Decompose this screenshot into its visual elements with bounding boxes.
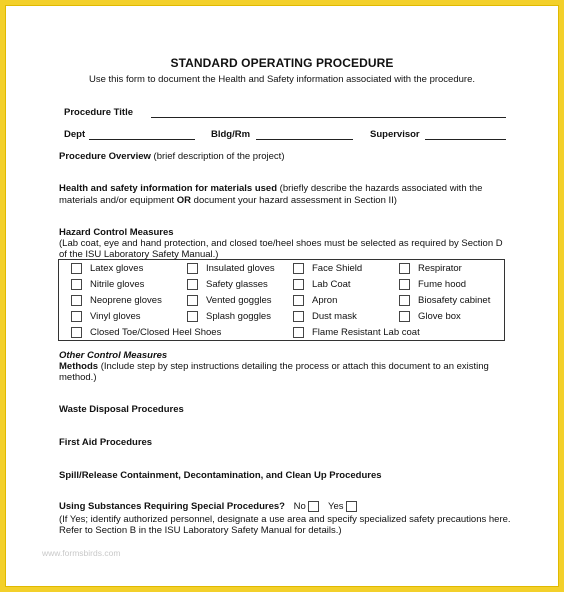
ppe-label: Lab Coat bbox=[312, 279, 351, 290]
ppe-item[interactable] bbox=[187, 263, 275, 274]
checkbox[interactable] bbox=[71, 279, 82, 290]
ppe-item[interactable] bbox=[293, 295, 337, 306]
health-line2a: materials and/or equipment bbox=[59, 195, 175, 206]
waste-disposal-label: Waste Disposal Procedures bbox=[59, 404, 184, 415]
ppe-label: Glove box bbox=[418, 311, 461, 322]
hazard-label: Hazard Control Measures bbox=[59, 227, 174, 238]
overview-note: (brief description of the project) bbox=[153, 151, 285, 162]
ppe-item[interactable] bbox=[399, 263, 462, 274]
ppe-item[interactable] bbox=[71, 327, 221, 338]
hazard-note-line2: of the ISU Laboratory Safety Manual.) bbox=[59, 249, 219, 260]
checkbox[interactable] bbox=[293, 327, 304, 338]
other-controls-label: Other Control Measures bbox=[59, 350, 168, 361]
ppe-label: Splash goggles bbox=[206, 311, 271, 322]
ppe-label: Face Shield bbox=[312, 263, 363, 274]
methods bbox=[59, 361, 489, 372]
ppe-label: Apron bbox=[312, 295, 338, 306]
checkbox[interactable] bbox=[293, 263, 304, 274]
special-label: Using Substances Requiring Special Procedures? bbox=[59, 501, 285, 513]
ppe-label: Vinyl gloves bbox=[90, 311, 141, 322]
supervisor-field[interactable] bbox=[425, 139, 506, 140]
health-note: (briefly describe the hazards associated with the bbox=[279, 183, 483, 194]
ppe-item[interactable] bbox=[71, 295, 162, 306]
checkbox[interactable] bbox=[187, 311, 198, 322]
ppe-item[interactable] bbox=[187, 311, 271, 322]
special-note-line2: Refer to Section B in the ISU Laboratory Safety Manual for details.) bbox=[59, 525, 342, 536]
dept-label: Dept bbox=[64, 129, 86, 140]
ppe-item[interactable] bbox=[71, 263, 143, 274]
checkbox[interactable] bbox=[71, 295, 82, 306]
spill-label: Spill/Release Containment, Decontamination, and Clean Up Procedures bbox=[59, 470, 382, 481]
procedure-title-field[interactable] bbox=[151, 117, 506, 118]
yes-label: Yes bbox=[328, 501, 344, 513]
checkbox[interactable] bbox=[187, 263, 198, 274]
health-or: OR bbox=[176, 195, 192, 206]
hazard-note-line1: (Lab coat, eye and hand protection, and closed toe/heel shoes must be selected as required by Section D bbox=[59, 238, 503, 249]
health-info-line2 bbox=[59, 195, 397, 206]
ppe-label: Biosafety cabinet bbox=[418, 295, 491, 306]
document-page bbox=[6, 6, 558, 586]
ppe-item[interactable] bbox=[187, 279, 268, 290]
ppe-item[interactable] bbox=[293, 263, 362, 274]
checkbox[interactable] bbox=[187, 279, 198, 290]
ppe-label: Vented goggles bbox=[206, 295, 272, 306]
ppe-label: Respirator bbox=[418, 263, 462, 274]
ppe-item[interactable] bbox=[293, 279, 351, 290]
ppe-item[interactable] bbox=[399, 311, 461, 322]
ppe-item[interactable] bbox=[399, 279, 466, 290]
ppe-label: Nitrile gloves bbox=[90, 279, 145, 290]
ppe-item[interactable] bbox=[399, 295, 490, 306]
ppe-item[interactable] bbox=[71, 311, 141, 322]
overview-label: Procedure Overview bbox=[59, 151, 151, 162]
bldg-field[interactable] bbox=[256, 139, 353, 140]
ppe-item[interactable] bbox=[293, 327, 420, 338]
no-label: No bbox=[293, 501, 306, 513]
procedure-title-label: Procedure Title bbox=[64, 107, 133, 118]
methods-label: Methods bbox=[59, 361, 99, 372]
checkbox[interactable] bbox=[187, 295, 198, 306]
checkbox[interactable] bbox=[71, 327, 82, 338]
ppe-label: Dust mask bbox=[312, 311, 357, 322]
checkbox[interactable] bbox=[399, 311, 410, 322]
first-aid-label: First Aid Procedures bbox=[59, 437, 153, 448]
ppe-item[interactable] bbox=[187, 295, 272, 306]
supervisor-label: Supervisor bbox=[370, 129, 420, 140]
dept-field[interactable] bbox=[89, 139, 195, 140]
special-note-line1: (If Yes; identify authorized personnel, designate a use area and specify specialized safety precautions here. bbox=[59, 514, 511, 525]
bldg-label: Bldg/Rm bbox=[211, 129, 251, 140]
health-line2b: document your hazard assessment in Section II) bbox=[193, 195, 397, 206]
checkbox[interactable] bbox=[71, 311, 82, 322]
watermark: www.formsbirds.com bbox=[42, 548, 121, 558]
ppe-checklist bbox=[58, 259, 505, 341]
ppe-item[interactable] bbox=[71, 279, 144, 290]
ppe-label: Insulated gloves bbox=[206, 263, 275, 274]
special-procedures bbox=[59, 501, 357, 512]
checkbox[interactable] bbox=[399, 263, 410, 274]
methods-note-line2: method.) bbox=[59, 372, 97, 383]
ppe-item[interactable] bbox=[293, 311, 357, 322]
checkbox[interactable] bbox=[293, 279, 304, 290]
page-subtitle: Use this form to document the Health and Safety information associated with the procedure. bbox=[88, 74, 475, 85]
ppe-label: Safety glasses bbox=[206, 279, 268, 290]
checkbox[interactable] bbox=[399, 279, 410, 290]
ppe-label: Fume hood bbox=[418, 279, 467, 290]
checkbox[interactable] bbox=[293, 295, 304, 306]
no-checkbox[interactable] bbox=[308, 501, 319, 512]
health-label: Health and safety information for materials used bbox=[59, 183, 278, 194]
checkbox[interactable] bbox=[399, 295, 410, 306]
page-title: STANDARD OPERATING PROCEDURE bbox=[170, 56, 394, 70]
ppe-label: Latex gloves bbox=[90, 263, 144, 274]
yes-checkbox[interactable] bbox=[346, 501, 357, 512]
procedure-overview bbox=[59, 151, 284, 162]
health-info bbox=[59, 183, 482, 194]
methods-note: (Include step by step instructions detailing the process or attach this document to an existing bbox=[100, 361, 489, 372]
ppe-label: Flame Resistant Lab coat bbox=[312, 327, 420, 338]
ppe-label: Neoprene gloves bbox=[90, 295, 162, 306]
checkbox[interactable] bbox=[293, 311, 304, 322]
checkbox[interactable] bbox=[71, 263, 82, 274]
ppe-label: Closed Toe/Closed Heel Shoes bbox=[90, 327, 222, 338]
